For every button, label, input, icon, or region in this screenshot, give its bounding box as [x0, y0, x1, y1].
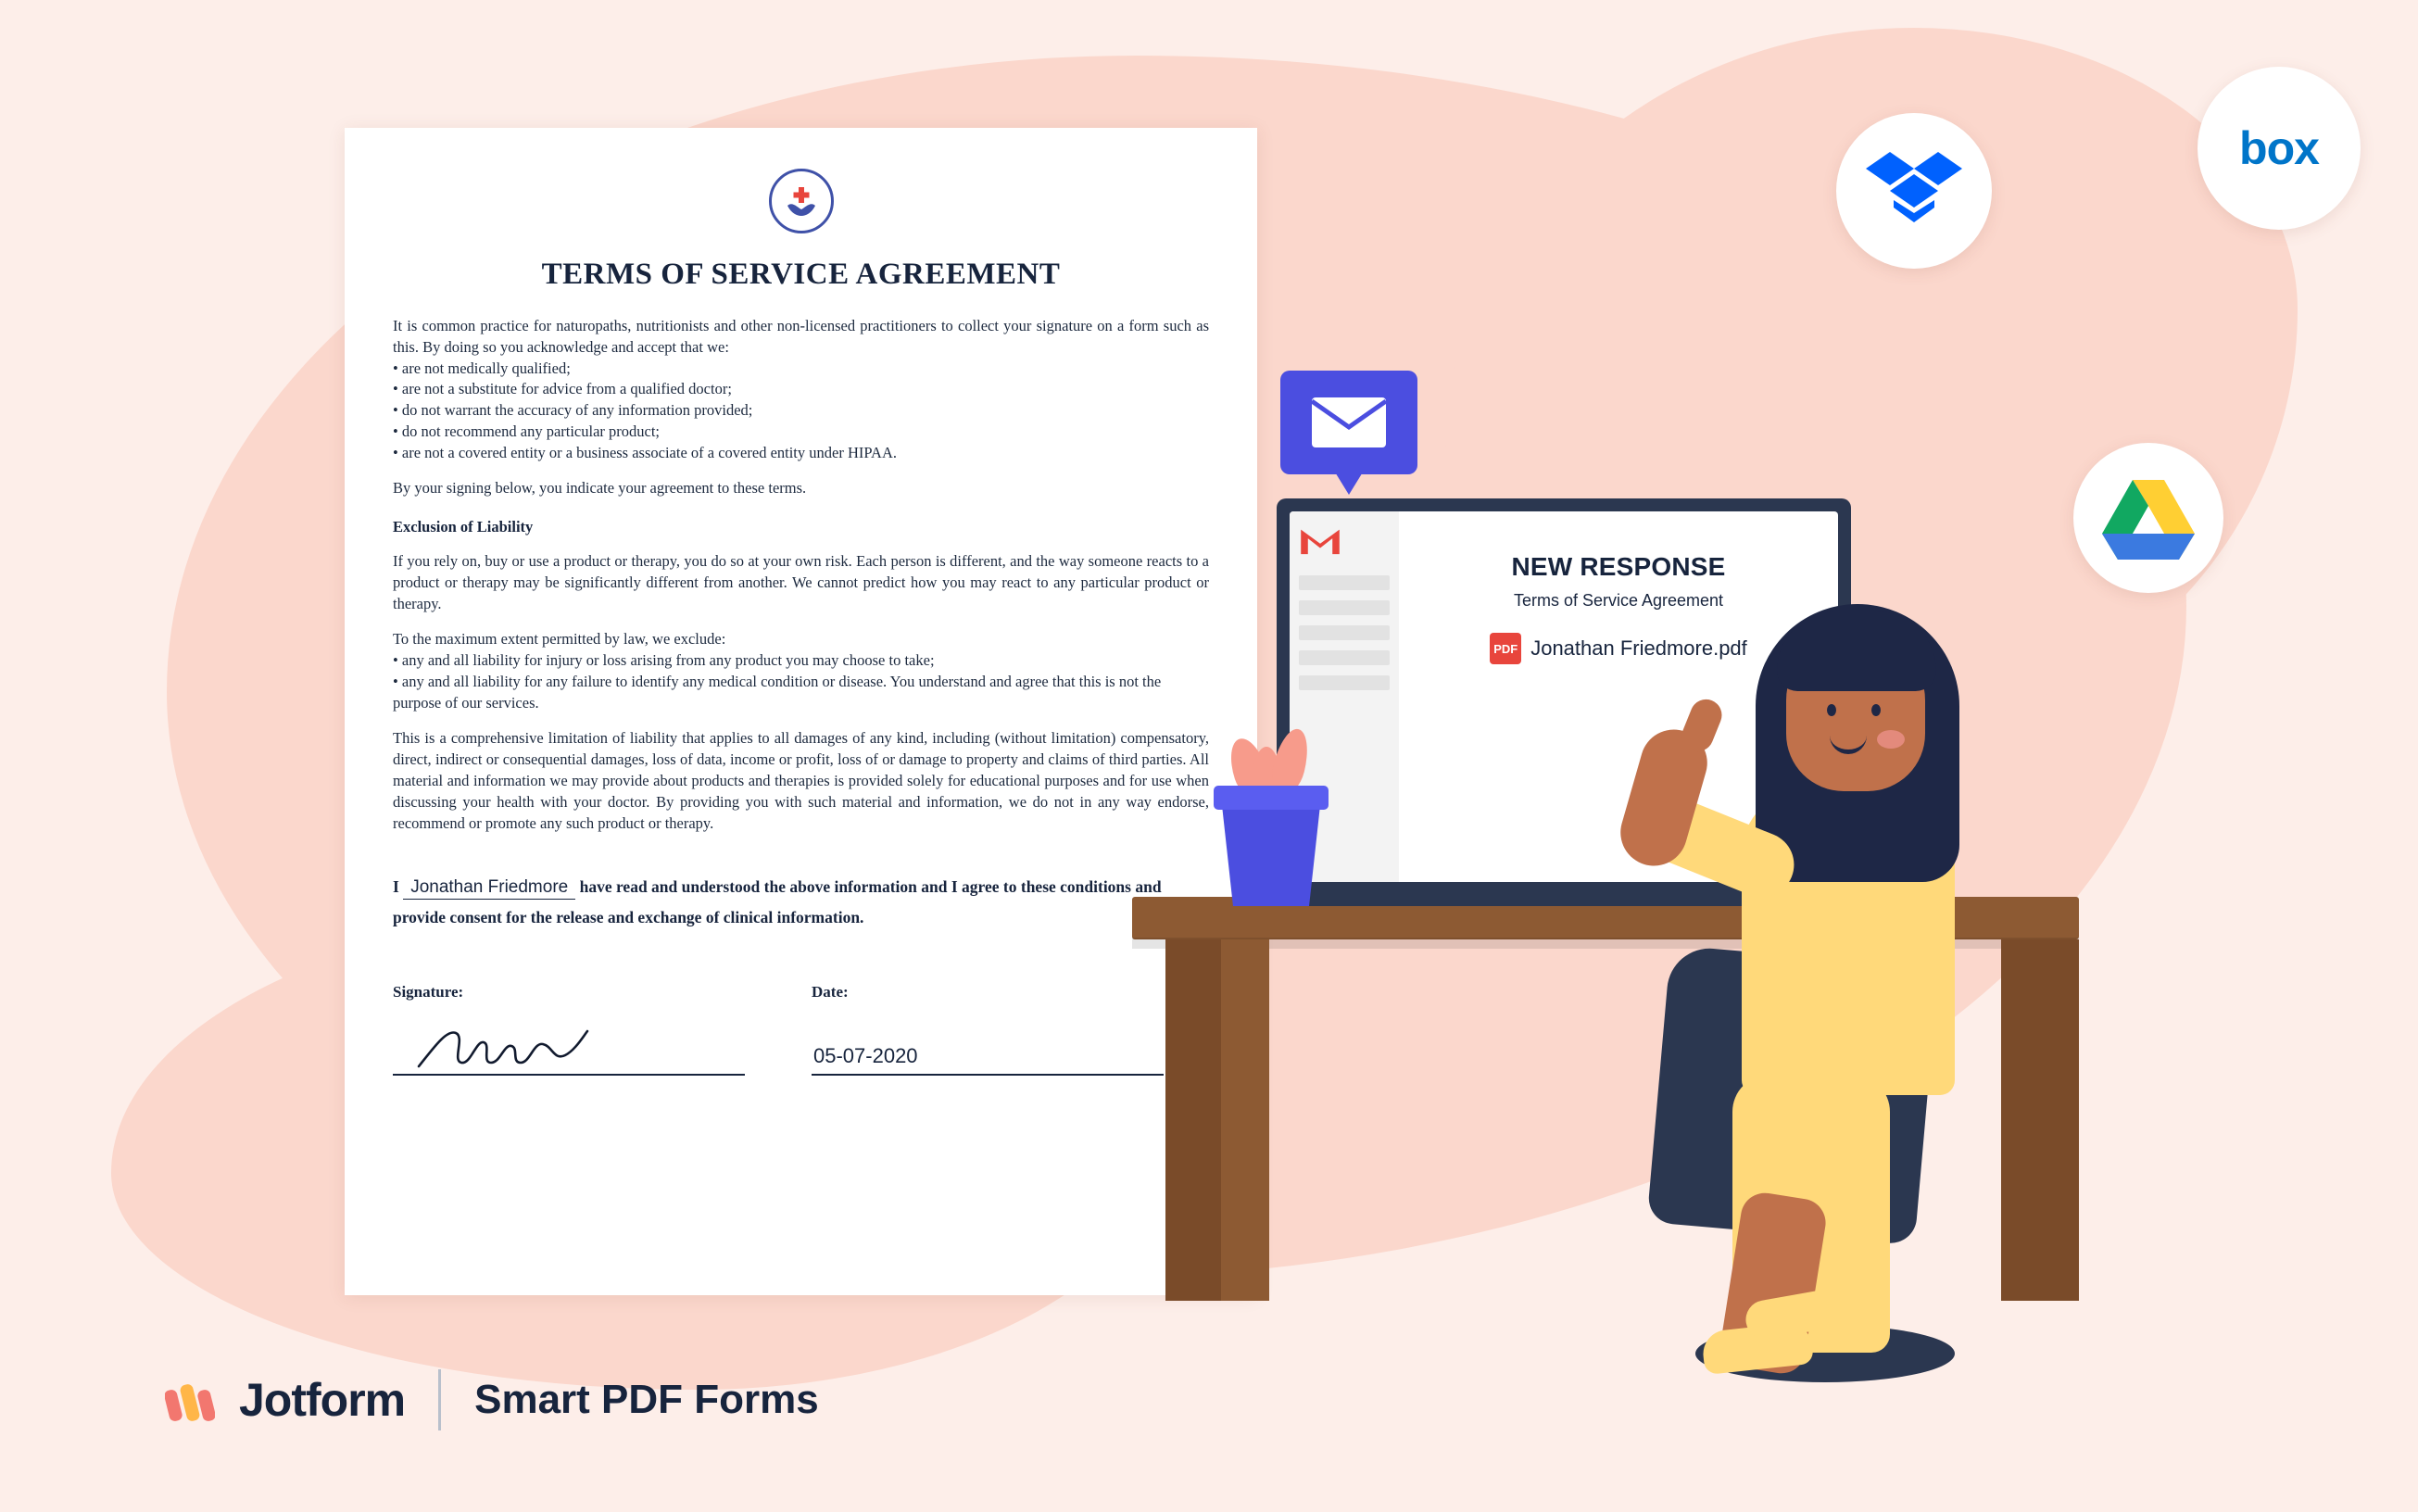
list-item[interactable] — [1299, 650, 1390, 665]
exclusion-bullet-list — [393, 650, 1209, 713]
attachment-file-name[interactable]: Jonathan Friedmore.pdf — [1530, 636, 1747, 660]
list-item: • any and all liability for injury or loss arising from any product you may choose to take; — [393, 651, 935, 670]
date-label: Date: — [812, 983, 849, 1002]
list-item[interactable] — [1299, 575, 1390, 590]
section-heading-exclusion: Exclusion of Liability — [393, 518, 534, 536]
terms-of-service-document — [345, 128, 1257, 1295]
pdf-file-icon: PDF — [1490, 633, 1521, 664]
dropbox-icon — [1866, 146, 1962, 235]
box-badge[interactable] — [2198, 67, 2361, 230]
person-hair-front — [1777, 611, 1936, 691]
product-name: Smart PDF Forms — [474, 1377, 819, 1422]
brand-footer — [165, 1369, 819, 1430]
envelope-icon — [1310, 396, 1388, 449]
list-item[interactable] — [1299, 675, 1390, 690]
intro-bullet-list — [393, 359, 1209, 464]
signer-name-field[interactable]: Jonathan Friedmore — [403, 877, 575, 900]
notification-tail — [1334, 471, 1364, 495]
gmail-m-icon — [1299, 524, 1341, 556]
signature-input[interactable] — [393, 1018, 745, 1076]
consent-prefix: I — [393, 877, 399, 897]
list-item[interactable] — [1299, 625, 1390, 640]
plant-pot-rim — [1214, 786, 1329, 810]
list-item: • do not warrant the accuracy of any information provided; — [393, 401, 753, 420]
signature-label: Signature: — [393, 983, 464, 1002]
document-intro: It is common practice for naturopaths, nutritionists and other non-licensed practitioners to collect your signature on a form such as this. By doing so you acknowledge and accept that we: — [393, 317, 1209, 356]
email-notification-bubble — [1280, 371, 1417, 474]
google-drive-icon — [2102, 476, 2195, 560]
list-item: • do not recommend any particular product; — [393, 422, 661, 440]
handwritten-signature — [415, 1024, 591, 1072]
page-title: TERMS OF SERVICE AGREEMENT — [541, 258, 1061, 291]
list-item[interactable] — [1299, 600, 1390, 615]
google-drive-badge[interactable] — [2073, 443, 2223, 593]
signature-date-row — [393, 983, 1209, 1076]
list-item: • are not a covered entity or a business associate of a covered entity under HIPAA. — [393, 443, 897, 461]
person-eye — [1827, 704, 1836, 716]
date-block — [812, 983, 1164, 1076]
paragraph-risk: If you rely on, buy or use a product or therapy, you do so at your own risk. Each person is different, and the way someone reacts to a product or therapy may be significantly different from another. We cannot predict how you may react to any particular product or therapy. — [393, 552, 1209, 612]
brand-name: Jotform — [239, 1374, 406, 1426]
dropbox-badge[interactable] — [1836, 113, 1992, 269]
medical-hands-cross-icon — [769, 169, 834, 233]
desk-leg-right — [2001, 939, 2079, 1301]
list-item: • any and all liability for any failure to identify any medical condition or disease. You understand and agree that this is not the purpose of our services. — [393, 672, 1162, 712]
response-title: NEW RESPONSE — [1511, 552, 1726, 581]
list-item: • are not a substitute for advice from a qualified doctor; — [393, 380, 732, 398]
consent-body-text: have read and understood the above information and I agree to these conditions and provide consent for the release and exchange of clinical information. — [393, 877, 1162, 926]
response-subtitle: Terms of Service Agreement — [1513, 591, 1724, 610]
paragraph-exclusions-intro: To the maximum extent permitted by law, we exclude: — [393, 630, 726, 649]
person-cheek — [1877, 730, 1905, 749]
box-logo: box — [2239, 122, 2319, 174]
desk-leg-left-inner — [1221, 939, 1269, 1301]
attachment-row[interactable] — [1417, 633, 1820, 664]
signing-statement: By your signing below, you indicate your agreement to these terms. — [393, 479, 807, 498]
desk-leg-left — [1165, 939, 1221, 1301]
date-input[interactable] — [812, 1018, 1164, 1076]
paragraph-limitation: This is a comprehensive limitation of liability that applies to all damages of any kind, including (without limitation) compensatory, direct, indirect or consequential damages, loss of data, income or profit, loss of or damage to property and claims of third parties. All material and information we may provide about products and therapies is provided solely for educational purposes and for use when discussing your health with your doctor. By providing you with such material and information, we do not in any way endorse, recommend or promote any such product or therapy. — [393, 729, 1209, 832]
person-eye — [1871, 704, 1881, 716]
date-value: 05-07-2020 — [813, 1044, 918, 1068]
consent-statement — [393, 873, 1209, 931]
jotform-logo-icon — [165, 1375, 215, 1425]
plant-pot — [1221, 797, 1321, 906]
signature-block — [393, 983, 745, 1076]
brand-divider — [438, 1369, 441, 1430]
list-item: • are not medically qualified; — [393, 359, 571, 377]
